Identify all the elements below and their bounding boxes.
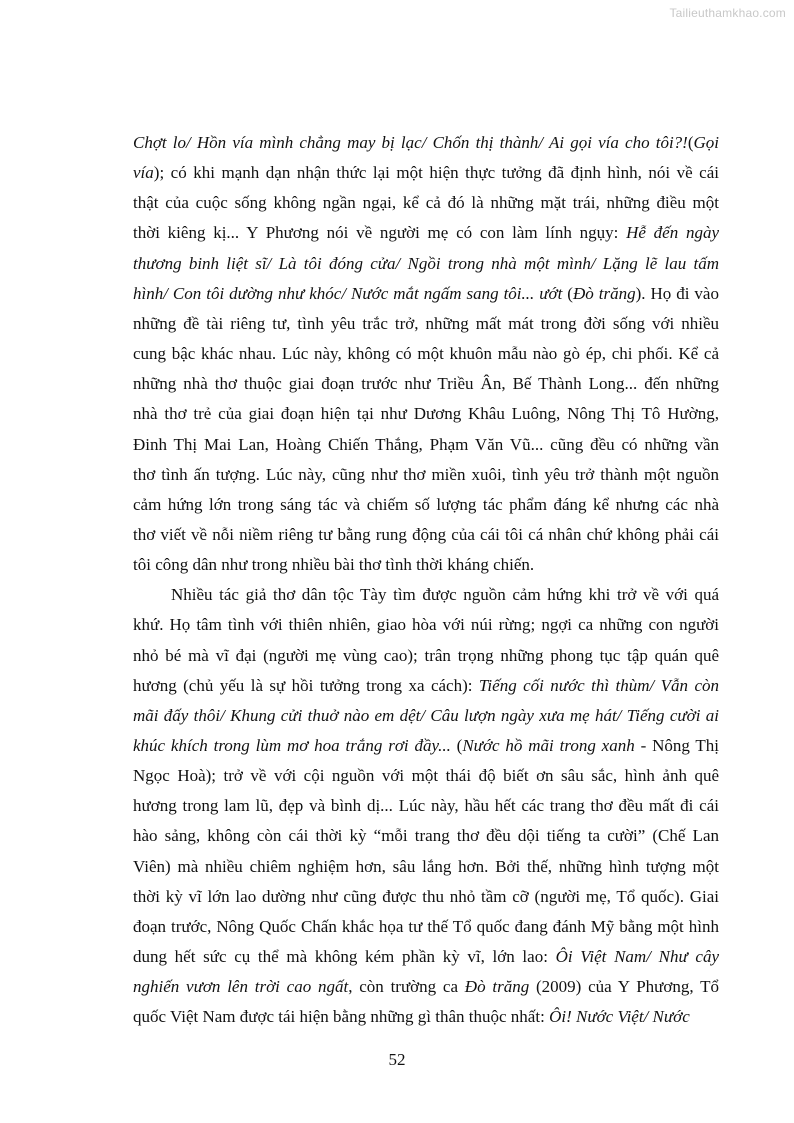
text-segment: ); có khi mạnh dạn nhận thức lại một hiện thực tưởng đã định hình, nói về cái	[153, 163, 719, 183]
text-line	[133, 646, 719, 666]
text-segment: Ngọc Hoà); trở về với cội nguồn với một thái độ biết ơn sâu sắc, hình ảnh quê	[133, 766, 719, 786]
text-line	[133, 947, 719, 967]
text-segment: dung hết sức cụ thể mà không kém phần kỳ vĩ, lớn lao:	[133, 947, 556, 966]
italic-text-segment: nghiến vươn lên trời cao ngất	[133, 977, 349, 997]
italic-text-segment: khúc khích trong lùm mơ hoa trắng rơi đầy...	[133, 736, 451, 755]
text-segment: khứ. Họ tâm tình với thiên nhiên, giao hòa với núi rừng; ngợi ca những con người	[133, 615, 719, 635]
italic-text-segment: Tiếng cối nước thì thùm/ Vẫn còn	[478, 675, 719, 695]
text-line	[133, 495, 719, 515]
text-segment: hào sảng, không còn cái thời kỳ “mỗi trang thơ đều dội tiếng ta cười” (Chế Lan	[133, 826, 719, 846]
italic-text-segment: mãi đấy thôi/ Khung cửi thuở nào em dệt/ Câu lượn ngày xưa mẹ hát/ Tiếng cười ai	[133, 705, 719, 725]
italic-text-segment: thương binh liệt sĩ/ Là tôi đóng cửa/ Ngồi trong nhà một mình/ Lặng lẽ lau tấm	[133, 253, 719, 273]
text-segment: Nhiều tác giả thơ dân tộc Tày tìm được nguồn cảm hứng khi trở về với quá	[171, 585, 719, 605]
text-line	[171, 585, 719, 605]
text-line	[133, 284, 719, 304]
text-segment: thật của cuộc sống không ngần ngại, kể cả đó là những mặt trái, những điều một	[133, 193, 719, 213]
text-line	[133, 977, 719, 997]
text-segment: những đề tài riêng tư, tình yêu trắc trở, những mất mát trong đời sống với nhiều	[133, 313, 719, 333]
text-segment: thơ viết về nỗi niềm riêng tư bằng rung động của cái tôi cá nhân chứ không phải cái	[133, 525, 719, 544]
text-line	[133, 525, 719, 545]
text-segment: cảm hứng lớn trong sáng tác và chiếm số lượng tác phẩm đáng kể nhưng các nhà	[133, 494, 719, 514]
text-segment: tôi công dân như trong nhiều bài thơ tình thời kháng chiến.	[133, 555, 535, 575]
text-segment: thơ tình ấn tượng. Lúc này, cũng như thơ miền xuôi, tình yêu trở thành một nguồn	[133, 464, 719, 484]
italic-text-segment: Ôi Việt Nam/ Như cây	[555, 947, 719, 966]
text-line	[133, 254, 719, 274]
italic-text-segment: Nước hồ mãi trong xanh	[462, 736, 635, 755]
watermark-text: Tailieuthamkhao.com	[669, 6, 786, 20]
text-segment: nhà thơ trẻ của giai đoạn hiện tại như Dương Khâu Luông, Nông Thị Tô Hường,	[133, 404, 719, 424]
italic-text-segment: vía	[133, 163, 154, 183]
text-line	[133, 887, 719, 907]
text-line	[133, 706, 719, 726]
text-segment: Viên) mà nhiều chiêm nghiệm hơn, sâu lắng hơn. Bởi thế, những hình tượng một	[133, 856, 719, 876]
text-line	[133, 133, 719, 153]
italic-text-segment: hình/ Con tôi dường như khóc/ Nước mắt ngấm sang tôi... ướt	[133, 283, 563, 303]
text-line	[133, 435, 719, 455]
italic-text-segment: Đò trăng	[572, 283, 636, 303]
text-line	[133, 615, 719, 635]
text-segment: thời kiêng kị... Y Phương nói về người mẹ có con làm lính ngụy:	[133, 223, 627, 243]
text-segment: những nhà thơ thuộc giai đoạn trước như Triều Ân, Bế Thành Long... đến những	[133, 374, 719, 394]
text-line	[133, 555, 719, 575]
text-line	[133, 736, 719, 756]
text-line	[133, 163, 719, 183]
text-line	[133, 344, 719, 364]
text-line	[133, 826, 719, 846]
page-number: 52	[388, 1050, 406, 1069]
text-line	[133, 314, 719, 334]
text-segment: - Nông Thị	[634, 736, 719, 755]
text-segment: cung bậc khác nhau. Lúc này, không có một khuôn mẫu nào gò ép, chi phối. Kể cả	[133, 344, 719, 363]
text-line	[133, 917, 719, 937]
italic-text-segment: Ôi! Nước Việt/ Nước	[549, 1007, 690, 1027]
text-segment: Đinh Thị Mai Lan, Hoàng Chiến Thắng, Phạm Văn Vũ... cũng đều có những vần	[133, 434, 719, 454]
text-segment: (	[562, 283, 573, 303]
text-line	[133, 766, 719, 786]
text-line	[133, 374, 719, 394]
text-segment: hương (chủ yếu là sự hồi tưởng trong xa cách):	[133, 675, 479, 695]
text-segment: nhỏ bé mà vĩ đại (người mẹ vùng cao); trân trọng những phong tục tập quán quê	[133, 645, 719, 665]
text-segment: hương trong lam lũ, đẹp và bình dị... Lúc này, hầu hết các trang thơ đều mất đi cái	[133, 796, 719, 816]
text-line	[133, 676, 719, 696]
text-line	[133, 796, 719, 816]
text-segment: thời kỳ vĩ lớn lao dường như cũng được thu nhỏ tầm cỡ (người mẹ, Tổ quốc). Giai	[133, 886, 719, 906]
text-line	[133, 465, 719, 485]
text-segment: (	[687, 133, 694, 152]
italic-text-segment: Gọi	[693, 133, 719, 152]
text-segment: quốc Việt Nam được tái hiện bằng những gì thân thuộc nhất:	[133, 1007, 550, 1027]
text-segment: đoạn trước, Nông Quốc Chấn khắc họa tư thế Tổ quốc đang đánh Mỹ bằng một hình	[133, 916, 719, 936]
text-line	[133, 223, 719, 243]
text-line	[133, 857, 719, 877]
text-line	[133, 404, 719, 424]
text-line	[133, 193, 719, 213]
text-segment: (	[450, 736, 463, 755]
italic-text-segment: Hễ đến ngày	[626, 223, 719, 243]
text-segment: (2009) của Y Phương, Tổ	[529, 977, 719, 997]
text-line	[133, 1007, 719, 1027]
text-segment: , còn trường ca	[348, 977, 465, 997]
italic-text-segment: Chợt lo/ Hồn vía mình chẳng may bị lạc/ Chốn thị thành/ Ai gọi vía cho tôi?!	[133, 133, 688, 152]
italic-text-segment: Đò trăng	[464, 977, 530, 997]
text-segment: ). Họ đi vào	[635, 283, 719, 303]
